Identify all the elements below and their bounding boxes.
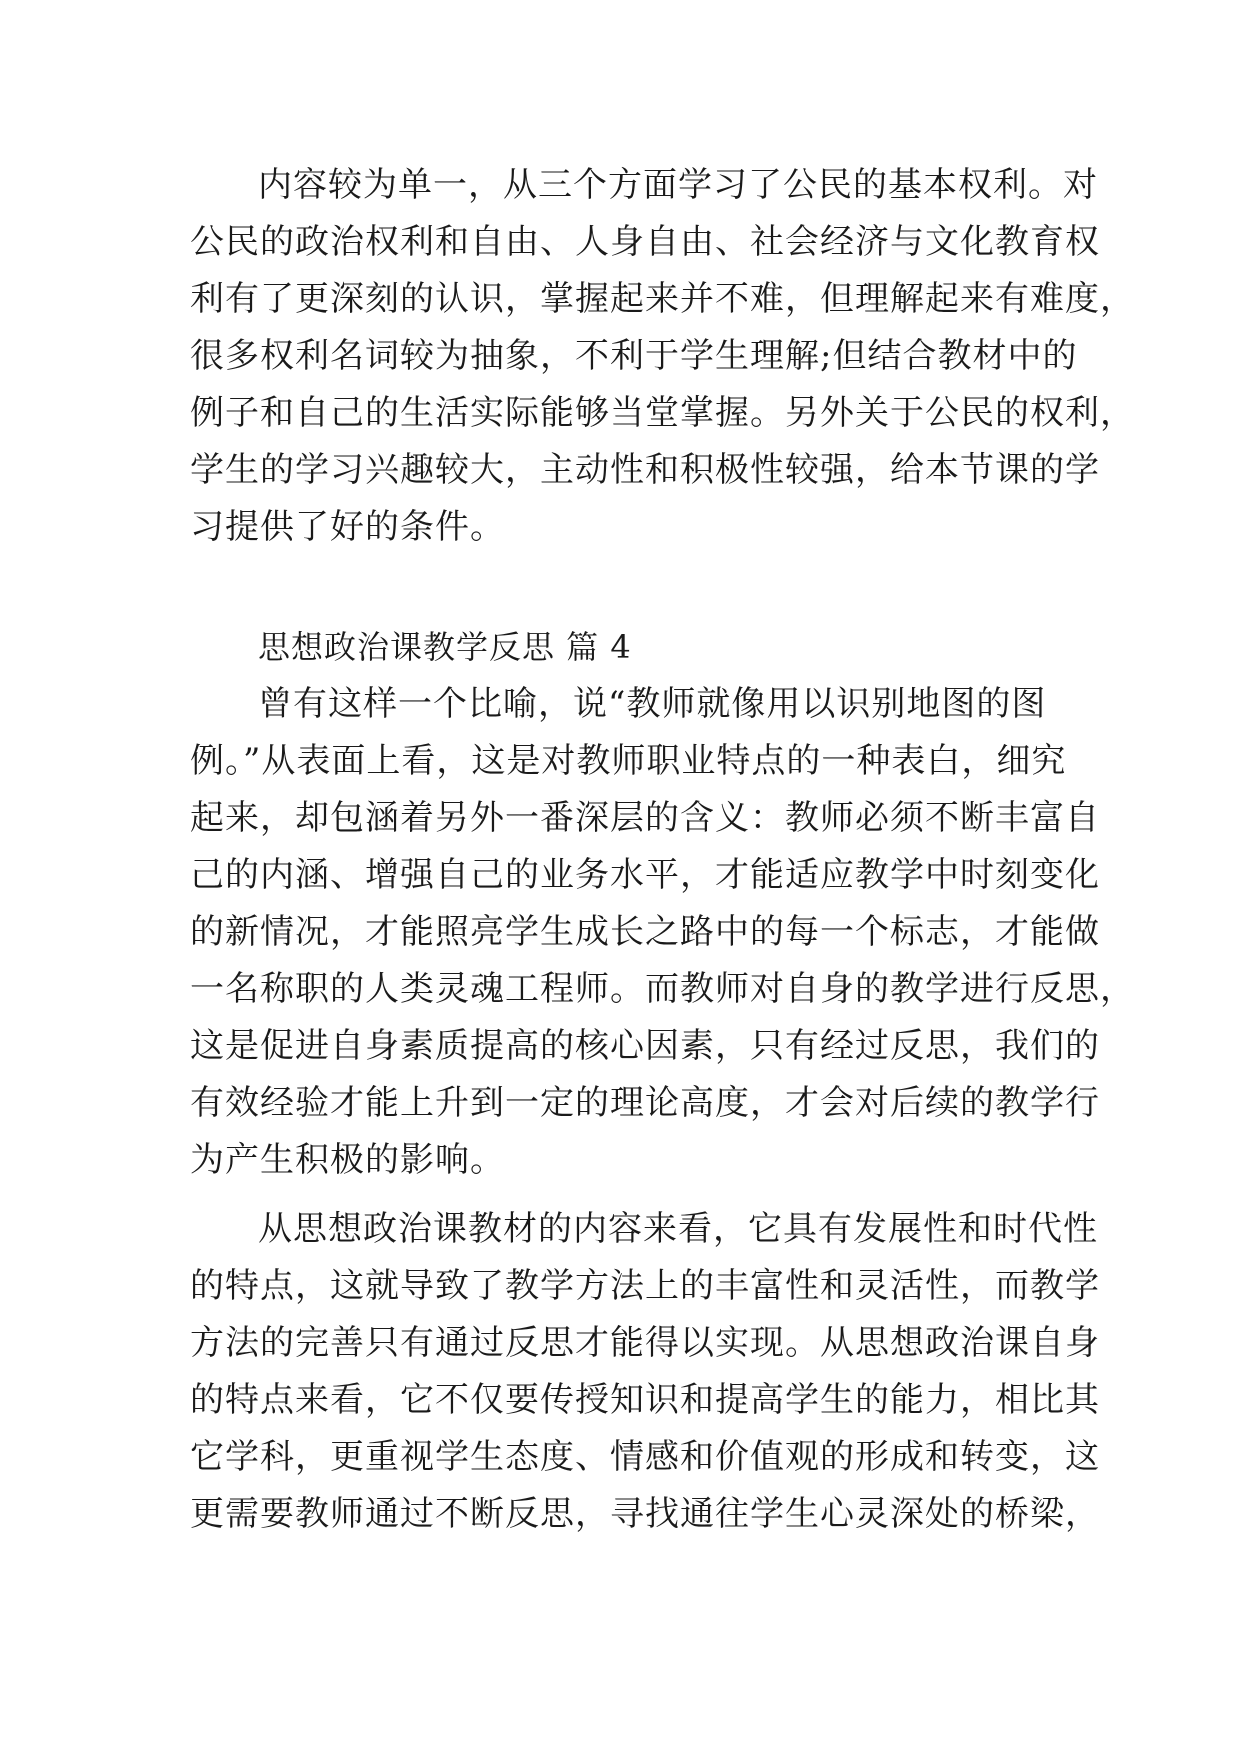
paragraph1-line-1: 内容较为单一，从三个方面学习了公民的基本权利。对 [258, 165, 1098, 205]
paragraph2-line-4: 己的内涵、增强自己的业务水平，才能适应教学中时刻变化 [190, 855, 1100, 895]
paragraph3-line-2: 的特点，这就导致了教学方法上的丰富性和灵活性，而教学 [190, 1266, 1100, 1306]
paragraph2-line-8: 有效经验才能上升到一定的理论高度，才会对后续的教学行 [190, 1083, 1100, 1123]
paragraph3-line-4: 的特点来看，它不仅要传授知识和提高学生的能力，相比其 [190, 1380, 1100, 1420]
paragraph3-line-6: 更需要教师通过不断反思，寻找通往学生心灵深处的桥梁， [190, 1494, 1100, 1534]
paragraph1-line-2: 公民的政治权利和自由、人身自由、社会经济与文化教育权 [190, 222, 1100, 262]
paragraph1-line-5: 例子和自己的生活实际能够当堂掌握。另外关于公民的权利， [190, 393, 1135, 433]
paragraph3-line-5: 它学科，更重视学生态度、情感和价值观的形成和转变，这 [190, 1437, 1100, 1477]
paragraph2-line-3: 起来，却包涵着另外一番深层的含义：教师必须不断丰富自 [190, 798, 1100, 838]
paragraph2-line-1: 曾有这样一个比喻，说“教师就像用以识别地图的图 [258, 684, 1047, 724]
paragraph2-line-5: 的新情况，才能照亮学生成长之路中的每一个标志，才能做 [190, 912, 1100, 952]
section-heading: 思想政治课教学反思 篇 4 [258, 628, 632, 666]
paragraph1-line-7: 习提供了好的条件。 [190, 507, 505, 547]
paragraph3-line-3: 方法的完善只有通过反思才能得以实现。从思想政治课自身 [190, 1323, 1100, 1363]
paragraph2-line-2: 例。”从表面上看，这是对教师职业特点的一种表白，细究 [190, 741, 1067, 781]
paragraph2-line-6: 一名称职的人类灵魂工程师。而教师对自身的教学进行反思， [190, 969, 1135, 1009]
paragraph1-line-4: 很多权利名词较为抽象，不利于学生理解;但结合教材中的 [190, 336, 1078, 376]
paragraph2-line-9: 为产生积极的影响。 [190, 1140, 505, 1180]
paragraph1-line-6: 学生的学习兴趣较大，主动性和积极性较强，给本节课的学 [190, 450, 1100, 490]
paragraph2-line-7: 这是促进自身素质提高的核心因素，只有经过反思，我们的 [190, 1026, 1100, 1066]
paragraph1-line-3: 利有了更深刻的认识，掌握起来并不难，但理解起来有难度， [190, 279, 1135, 319]
paragraph3-line-1: 从思想政治课教材的内容来看，它具有发展性和时代性 [258, 1209, 1098, 1249]
